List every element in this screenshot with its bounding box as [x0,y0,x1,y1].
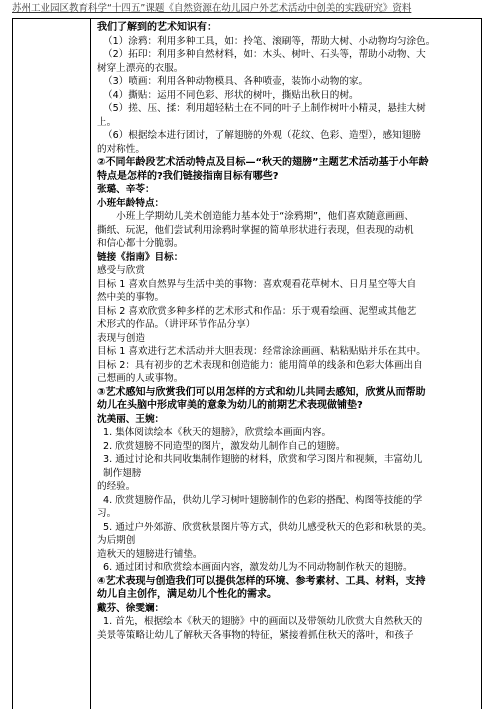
text-line: 小班年龄特点： [97,197,165,209]
text-line: 上。 [97,116,117,128]
text-line: 4. 欣赏翅膀作品，供幼儿学习树叶翅膀制作的色彩的搭配、构图等技能的学 [103,494,423,506]
text-line: 术形式的作品。（讲评环节作品分享） [97,319,256,330]
text-line: 戴芬、徐雯斓： [97,602,165,614]
text-line: 己想画的人或事物。 [97,373,184,384]
text-line: 树穿上漂亮的衣服。 [97,62,184,74]
text-line: （5）搓、压、揉：利用超轻粘土在不同的叶子上制作树叶小精灵，悬挂大树 [103,103,426,114]
table-frame [12,18,482,709]
text-line: 特点是怎样的?我们链接指南目标有哪些? [97,170,279,182]
left-column [13,19,91,709]
text-line: （4）撕贴：运用不同色彩、形状的树叶，撕贴出秋日的树。 [103,89,359,101]
text-line: 为后期创 [97,535,136,546]
text-line: 目标 1 喜欢自然界与生活中美的事物：喜欢观看花草树木、日月星空等大自 [97,278,417,290]
text-line: （2）拓印：利用多种自然材料，如：木头、树叶、石头等，帮助小动物、大 [103,49,426,60]
text-line: 小班上学期幼儿美术创造能力基本处于“涂鸦期”，他们喜欢随意画画、 [116,211,414,222]
text-line: 1. 集体阅读绘本《秋天的翅膀》，欣赏绘本画面内容。 [103,427,332,438]
text-line: 沈美丽、王婉： [97,413,165,425]
text-line: 6. 通过团讨和欣赏绘本画面内容，激发幼儿为不同动物制作秋天的翅膀。 [103,562,413,573]
text-line: 目标 2：具有初步的艺术表现和创造能力：能用简单的线条和色彩大体画出自 [97,359,423,371]
text-line: ②不同年龄段艺术活动特点及目标—“秋天的翅膀”主题艺术活动基于小年龄 [97,157,429,168]
text-line: 制作翅膀 [103,467,142,479]
text-line: 1. 首先，根据绘本《秋天的翅膀》中的画面以及带领幼儿欣赏大自然秋天的 [103,616,423,627]
document-header: 苏州工业园区教育科学“十四五”课题《自然资源在幼儿园户外艺术活动中创美的实践研究》资料 [12,3,412,14]
text-line: 的经验。 [97,481,136,492]
text-line: ③艺术感知与欣赏我们可以用怎样的方式和幼儿共同去感知，欣赏从而帮助 [97,386,426,398]
text-line: 习。 [97,508,117,519]
text-line: 和信心都十分脆弱。 [97,238,184,249]
text-line: 5. 通过户外郊游、欣赏秋景图片等方式，供幼儿感受秋天的色彩和秋景的美。 [103,521,432,533]
text-line: （3）喷画：利用各种动物模具、各种喷壶，装饰小动物的家。 [103,76,369,87]
text-line: 然中美的事物。 [97,292,165,303]
text-line: （6）根据绘本进行团讨，了解翅膀的外观（花纹、色彩、造型），感知翅膀 [103,130,421,141]
text-line: 我们了解到的艺术知识有： [97,22,217,33]
text-line: 3. 通过讨论和共同收集制作翅膀的材料，欣赏和学习图片和视频，丰富幼儿 [103,454,423,465]
text-line: 2. 欣赏翅膀不同造型的图片，激发幼儿制作自己的翅膀。 [103,440,346,452]
text-line: 幼儿在头脑中形成审美的意象为幼儿的前期艺术表现做铺垫? [97,400,363,411]
text-line: 的对称性。 [97,143,145,155]
text-line: 目标 1 喜欢进行艺术活动并大胆表现：经常涂涂画画、粘粘贴贴并乐在其中。 [97,346,426,357]
text-line: 美景等策略让幼儿了解秋天各事物的特征，紧接着抓住秋天的落叶，和孩子 [97,629,414,641]
text-line: 感受与欣赏 [97,265,145,276]
text-line: 表现与创造 [97,332,145,344]
text-line: 张璐、辛苓： [97,184,155,195]
text-line: ④艺术表现与创造我们可以提供怎样的环境、参考素材、工具、材料，支持 [97,575,426,587]
text-line: 目标 2 喜欢欣赏多种多样的艺术形式和作品：乐于观看绘画、泥塑或其他艺 [97,305,417,317]
text-line: （1）涂鸦：利用多种工具，如：拎笔、滚刷等，帮助大树、小动物均匀涂色。 [103,35,436,47]
text-line: 幼儿自主创作，满足幼儿个性化的需求。 [97,589,277,600]
content-cell [97,21,479,642]
text-line: 链接《指南》目标： [97,251,184,263]
text-line: 撕纸、玩泥，他们尝试利用涂鸦时掌握的简单形状进行表现，但表现的动机 [97,224,414,236]
text-line: 造秋天的翅膀进行铺垫。 [97,548,203,560]
